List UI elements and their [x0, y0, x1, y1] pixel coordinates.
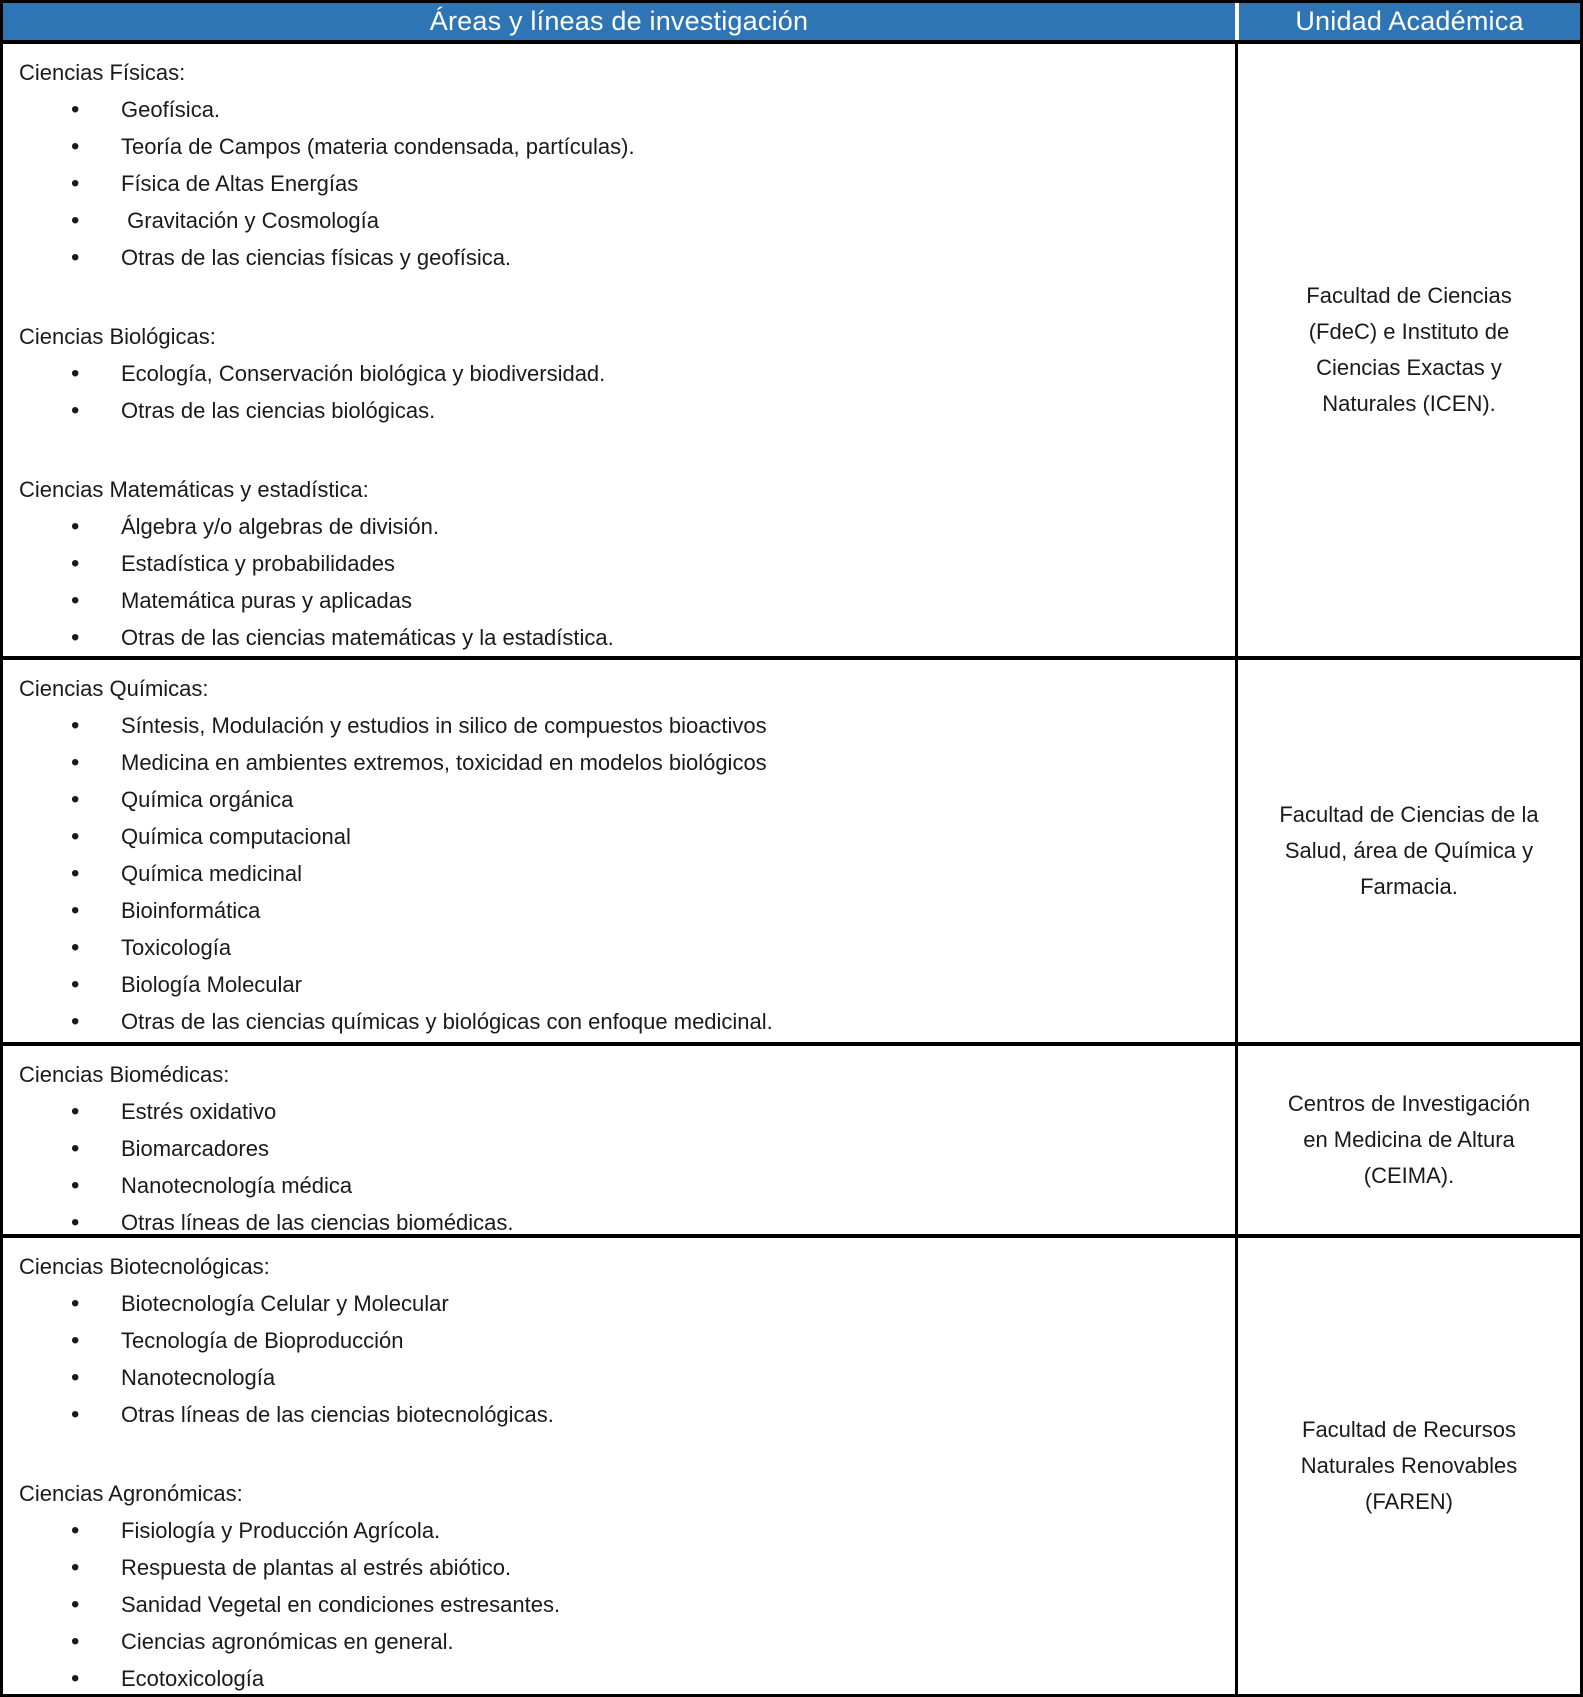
research-line-label: Matemática puras y aplicadas [121, 588, 413, 613]
section-ciencias-matematicas [19, 471, 1225, 656]
unit-name-line: Naturales (ICEN). [1322, 391, 1496, 416]
research-lines-list [19, 508, 1225, 656]
header-unit-label: Unidad Académica [1295, 6, 1524, 36]
list-item [19, 892, 1225, 929]
areas-cell-row1 [3, 40, 1235, 656]
research-lines-list [19, 355, 1225, 429]
list-item [19, 1586, 1225, 1623]
list-item [19, 165, 1225, 202]
research-line-label: Síntesis, Modulación y estudios in silico de compuestos bioactivos [121, 713, 767, 738]
list-item [19, 128, 1225, 165]
bullet-icon: • [71, 1554, 80, 1581]
bullet-icon: • [71, 1591, 80, 1618]
list-item [19, 707, 1225, 744]
unit-cell-row3 [1235, 1042, 1580, 1234]
research-line-label: Estrés oxidativo [121, 1099, 277, 1124]
research-line-label: Bioinformática [121, 898, 261, 923]
section-heading: Ciencias Químicas: [19, 676, 209, 701]
list-item [19, 239, 1225, 276]
header-areas-cell [3, 3, 1235, 40]
bullet-icon: • [71, 397, 80, 424]
research-line-label: Otras de las ciencias biológicas. [121, 398, 436, 423]
research-lines-list [19, 1512, 1225, 1694]
list-item [19, 929, 1225, 966]
research-line-label: Teoría de Campos (materia condensada, partículas). [121, 134, 635, 159]
research-line-label: Biomarcadores [121, 1136, 269, 1161]
list-item [19, 744, 1225, 781]
bullet-icon: • [71, 170, 80, 197]
research-lines-list [19, 1093, 1225, 1234]
unit-name-line: Facultad de Ciencias [1306, 283, 1512, 308]
section-ciencias-fisicas [19, 54, 1225, 276]
bullet-icon: • [71, 360, 80, 387]
list-item [19, 582, 1225, 619]
research-line-label: Otras de las ciencias físicas y geofísica. [121, 245, 512, 270]
research-lines-list [19, 91, 1225, 276]
unit-name-line: Centros de Investigación [1287, 1091, 1531, 1116]
bullet-icon: • [71, 513, 80, 540]
list-item [19, 781, 1225, 818]
section-ciencias-biotecnologicas [19, 1248, 1225, 1433]
unit-name-line: (FdeC) e Instituto de [1308, 319, 1510, 344]
research-line-label: Fisiología y Producción Agrícola. [121, 1518, 441, 1543]
list-item [19, 1204, 1225, 1234]
areas-cell-row2 [3, 656, 1235, 1042]
section-ciencias-quimicas [19, 670, 1225, 1040]
research-lines-list [19, 707, 1225, 1040]
bullet-icon: • [71, 624, 80, 651]
bullet-icon: • [71, 897, 80, 924]
section-ciencias-biologicas [19, 318, 1225, 429]
bullet-icon: • [71, 587, 80, 614]
research-line-label: Gravitación y Cosmología [121, 208, 380, 233]
research-line-label: Biología Molecular [121, 972, 302, 997]
research-line-label: Álgebra y/o algebras de división. [121, 514, 439, 539]
bullet-icon: • [71, 1008, 80, 1035]
bullet-icon: • [71, 1327, 80, 1354]
bullet-icon: • [71, 860, 80, 887]
research-line-label: Sanidad Vegetal en condiciones estresantes. [121, 1592, 561, 1617]
list-item [19, 855, 1225, 892]
research-line-label: Ecotoxicología [121, 1666, 265, 1691]
list-item [19, 619, 1225, 656]
list-item [19, 1396, 1225, 1433]
research-lines-list [19, 1285, 1225, 1433]
list-item [19, 355, 1225, 392]
research-line-label: Estadística y probabilidades [121, 551, 395, 576]
unit-name-line: Ciencias Exactas y [1316, 355, 1502, 380]
list-item [19, 1660, 1225, 1694]
list-item [19, 202, 1225, 239]
bullet-icon: • [71, 1665, 80, 1692]
list-item [19, 818, 1225, 855]
research-line-label: Química orgánica [121, 787, 294, 812]
bullet-icon: • [71, 1098, 80, 1125]
list-item [19, 1167, 1225, 1204]
bullet-icon: • [71, 550, 80, 577]
research-line-label: Tecnología de Bioproducción [121, 1328, 404, 1353]
list-item [19, 1322, 1225, 1359]
list-item [19, 91, 1225, 128]
unit-name-line: Facultad de Recursos [1302, 1417, 1516, 1442]
list-item [19, 545, 1225, 582]
list-item [19, 1003, 1225, 1040]
list-item [19, 1512, 1225, 1549]
unit-name-line: Farmacia. [1360, 874, 1458, 899]
list-item [19, 392, 1225, 429]
unit-cell-row1 [1235, 40, 1580, 656]
bullet-icon: • [71, 1364, 80, 1391]
unit-cell-row4 [1235, 1234, 1580, 1694]
research-line-label: Respuesta de plantas al estrés abiótico. [121, 1555, 512, 1580]
bullet-icon: • [71, 1172, 80, 1199]
research-line-label: Medicina en ambientes extremos, toxicidad en modelos biológicos [121, 750, 767, 775]
list-item [19, 1285, 1225, 1322]
bullet-icon: • [71, 934, 80, 961]
bullet-icon: • [71, 1209, 80, 1234]
research-line-label: Física de Altas Energías [121, 171, 359, 196]
bullet-icon: • [71, 1628, 80, 1655]
research-line-label: Ecología, Conservación biológica y biodiversidad. [121, 361, 606, 386]
bullet-icon: • [71, 133, 80, 160]
unit-name-line: Facultad de Ciencias de la [1279, 802, 1539, 827]
unit-cell-row2 [1235, 656, 1580, 1042]
section-heading: Ciencias Biomédicas: [19, 1062, 230, 1087]
list-item [19, 1359, 1225, 1396]
research-line-label: Química computacional [121, 824, 351, 849]
bullet-icon: • [71, 712, 80, 739]
bullet-icon: • [71, 1135, 80, 1162]
research-line-label: Otras de las ciencias químicas y biológicas con enfoque medicinal. [121, 1009, 773, 1034]
list-item [19, 1093, 1225, 1130]
header-areas-label: Áreas y líneas de investigación [429, 6, 809, 36]
research-line-label: Otras líneas de las ciencias biomédicas. [121, 1210, 514, 1234]
research-line-label: Biotecnología Celular y Molecular [121, 1291, 449, 1316]
research-line-label: Química medicinal [121, 861, 302, 886]
unit-name-line: (CEIMA). [1363, 1163, 1455, 1188]
bullet-icon: • [71, 1517, 80, 1544]
research-line-label: Otras líneas de las ciencias biotecnológicas. [121, 1402, 554, 1427]
bullet-icon: • [71, 244, 80, 271]
bullet-icon: • [71, 1290, 80, 1317]
section-heading: Ciencias Biológicas: [19, 324, 216, 349]
research-line-label: Nanotecnología médica [121, 1173, 353, 1198]
areas-cell-row4 [3, 1234, 1235, 1694]
bullet-icon: • [71, 96, 80, 123]
unit-name-line: Salud, área de Química y [1284, 838, 1534, 863]
bullet-icon: • [71, 1401, 80, 1428]
section-heading: Ciencias Físicas: [19, 60, 186, 85]
research-line-label: Nanotecnología [121, 1365, 276, 1390]
header-unit-cell [1235, 3, 1580, 40]
section-heading: Ciencias Biotecnológicas: [19, 1254, 270, 1279]
list-item [19, 1130, 1225, 1167]
section-ciencias-biomedicas [19, 1056, 1225, 1234]
bullet-icon: • [71, 971, 80, 998]
list-item [19, 1549, 1225, 1586]
research-line-label: Ciencias agronómicas en general. [121, 1629, 454, 1654]
section-heading: Ciencias Matemáticas y estadística: [19, 477, 369, 502]
section-ciencias-agronomicas [19, 1475, 1225, 1694]
unit-name-line: (FAREN) [1365, 1489, 1453, 1514]
bullet-icon: • [71, 786, 80, 813]
research-line-label: Geofísica. [121, 97, 221, 122]
unit-name-line: Naturales Renovables [1300, 1453, 1518, 1478]
list-item [19, 966, 1225, 1003]
bullet-icon: • [71, 207, 80, 234]
bullet-icon: • [71, 823, 80, 850]
research-line-label: Otras de las ciencias matemáticas y la estadística. [121, 625, 614, 650]
unit-name-line: en Medicina de Altura [1303, 1127, 1515, 1152]
areas-cell-row3 [3, 1042, 1235, 1234]
section-heading: Ciencias Agronómicas: [19, 1481, 243, 1506]
list-item [19, 1623, 1225, 1660]
list-item [19, 508, 1225, 545]
bullet-icon: • [71, 749, 80, 776]
research-line-label: Toxicología [121, 935, 232, 960]
